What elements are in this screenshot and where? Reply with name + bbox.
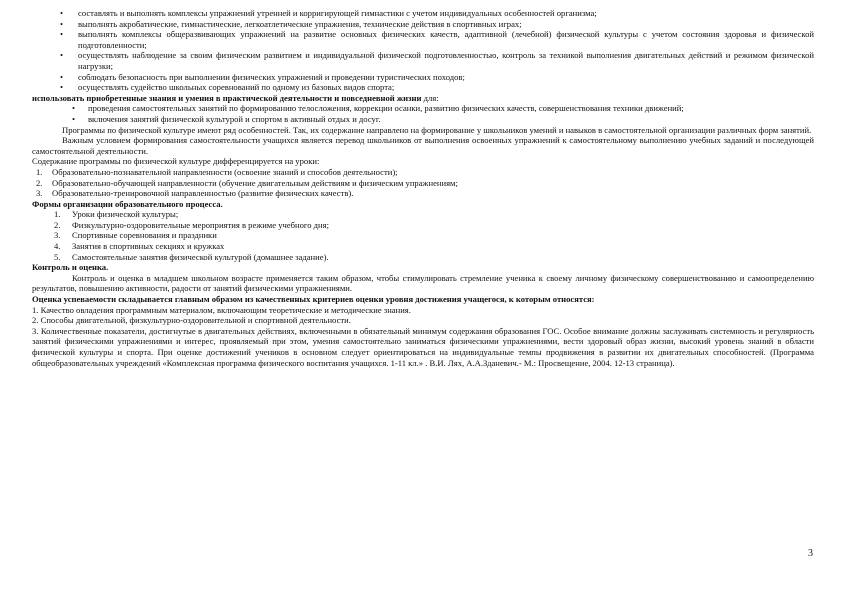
features-paragraph: Программы по физической культуре имеют ряд особенностей. Так, их содержание направлено на формирование у школьников умений и навыков в самостоятельной организации различных форм занятий. xyxy=(62,124,812,135)
bullet-icon: • xyxy=(72,103,76,114)
bullet-icon: • xyxy=(60,29,64,40)
list-item: 5. Самостоятельные занятия физической культурой (домашнее задание). xyxy=(54,251,329,262)
list-item: • составлять и выполнять комплексы упражнений утренней и корригирующей гимнастики с учетом индивидуальных особенностей организма; xyxy=(60,8,597,18)
list-item: 4. Занятия в спортивных секциях и кружках xyxy=(54,241,225,252)
criterion-3: 3. Количественные показатели, достигнутые в двигательных действиях, включенными в обязательный минимум содержания образования ГОС. Особое внимание должны заслуживать системность и регулярность занятий физическими упражнениями и интерес, проявляемый при этом, умения самостоятельно заниматься физическими упражнениями, вести здоровый образ жизни, высокий уровень знаний в области физической культуры и спорта. При оценке достижений учеников в основном следует ориентироваться на индивидуальные темпы продвижения в развитии их двигательных способностей. (Программа общеобразовательных учреждений «Комплексная программа физического воспитания учащихся. 1-11 кл.» . В.И. Лях, А.А.Зданевич.- М.: Просвещение, 2004. 12-13 страница). xyxy=(32,325,814,368)
list-item: 3. Образовательно-тренировочной направленностью (развитие физических качеств). xyxy=(36,188,354,199)
list-item: • проведения самостоятельных занятий по формированию телосложения, коррекции осанки, развитию физических качеств, совершенствования техники движений; xyxy=(72,103,684,114)
list-item: • соблюдать безопасность при выполнении физических упражнений и проведении туристических походов; xyxy=(60,71,465,82)
document-page xyxy=(32,8,814,368)
list-item: 1. Уроки физической культуры; xyxy=(54,209,179,220)
practice-heading: использовать приобретенные знания и умения в практической деятельности и повседневной жизни для: xyxy=(32,92,439,103)
bullet-icon: • xyxy=(60,82,64,93)
forms-heading: Формы организации образовательного процесса. xyxy=(32,198,223,209)
condition-paragraph: Важным условием формирования самостоятельности учащихся является перевод школьников от выполнения освоенных упражнений к самостоятельному выполнению учебных заданий и последующей самостоятельной деятельности. xyxy=(32,135,814,156)
list-item: • осуществлять судейство школьных соревнований по одному из базовых видов спорта; xyxy=(60,82,395,93)
list-item: 3. Спортивные соревнования и праздники xyxy=(54,230,217,241)
practice-list xyxy=(32,103,814,124)
bullet-icon: • xyxy=(72,113,76,124)
control-paragraph: Контроль и оценка в младшем школьном возрасте применяется таким образом, чтобы стимулировать стремление ученика к своему личному физическому совершенствованию и самоопределению результатов, повышению активности, радости от занятий физическими упражнениями. xyxy=(32,272,814,294)
page-number: 3 xyxy=(808,548,813,559)
list-item: 2. Физкультурно-оздоровительные мероприятия в режиме учебного дня; xyxy=(54,219,329,230)
forms-list xyxy=(32,209,814,262)
bullet-icon: • xyxy=(60,18,64,29)
bullet-icon: • xyxy=(60,71,64,82)
criterion-1: 1. Качество овладения программным материалом, включающим теоретические и методические знания. xyxy=(32,304,411,315)
assessment-heading: Оценка успеваемости складывается главным образом из качественных критериев оценки уровня достижения учащегося, к которым относятся: xyxy=(32,294,595,305)
lesson-types-list xyxy=(32,167,814,199)
list-item: 2. Образовательно-обучающей направленности (обучение двигательным действиям и физическим упражнениям; xyxy=(36,177,458,188)
criterion-2: 2. Способы двигательной, физкультурно-оздоровительной и спортивной деятельности. xyxy=(32,315,351,326)
bullet-icon: • xyxy=(60,50,64,61)
list-item: • выполнять комплексы общеразвивающих упражнений на развитие основных физических качеств, адаптивной (лечебной) физической культуры с учетом состояния здоровья и физической подготовленности; xyxy=(60,29,814,50)
content-intro: Содержание программы по физической культуре дифференцируется на уроки: xyxy=(32,156,320,167)
bullet-icon: • xyxy=(60,8,64,18)
control-heading: Контроль и оценка. xyxy=(32,262,109,273)
list-item: 1. Образовательно-познавательной направленности (освоение знаний и способов деятельности); xyxy=(36,166,398,177)
list-item: • осуществлять наблюдение за своим физическим развитием и индивидуальной физической подготовленностью, контроль за техникой выполнения двигательных действий и режимом физической нагрузки; xyxy=(60,50,814,71)
goals-list xyxy=(32,8,814,93)
list-item: • выполнять акробатические, гимнастические, легкоатлетические упражнения, технические действия в спортивных играх; xyxy=(60,18,522,29)
list-item: • включения занятий физической культурой и спортом в активный отдых и досуг. xyxy=(72,113,381,124)
